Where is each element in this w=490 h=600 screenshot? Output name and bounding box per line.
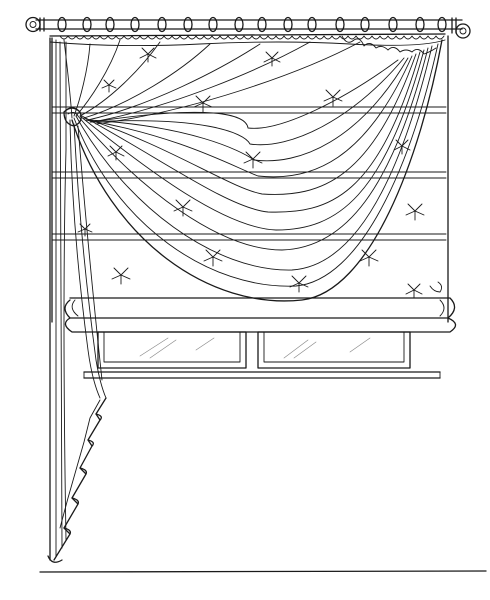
rod-finial-right [452,18,470,38]
curtain-heading [50,34,445,54]
leaf-motif [406,284,422,298]
leaf-motif [244,152,262,168]
window-frame [84,332,440,378]
leaf-motif [394,140,410,154]
leaf-motif [112,268,130,284]
swag-drapery [72,40,442,301]
floor-line [40,571,486,572]
roman-shade [52,36,456,332]
side-panel-left [48,38,106,562]
leaf-motif [102,80,116,92]
leaf-motif [204,250,222,266]
leaf-motif [406,204,424,220]
